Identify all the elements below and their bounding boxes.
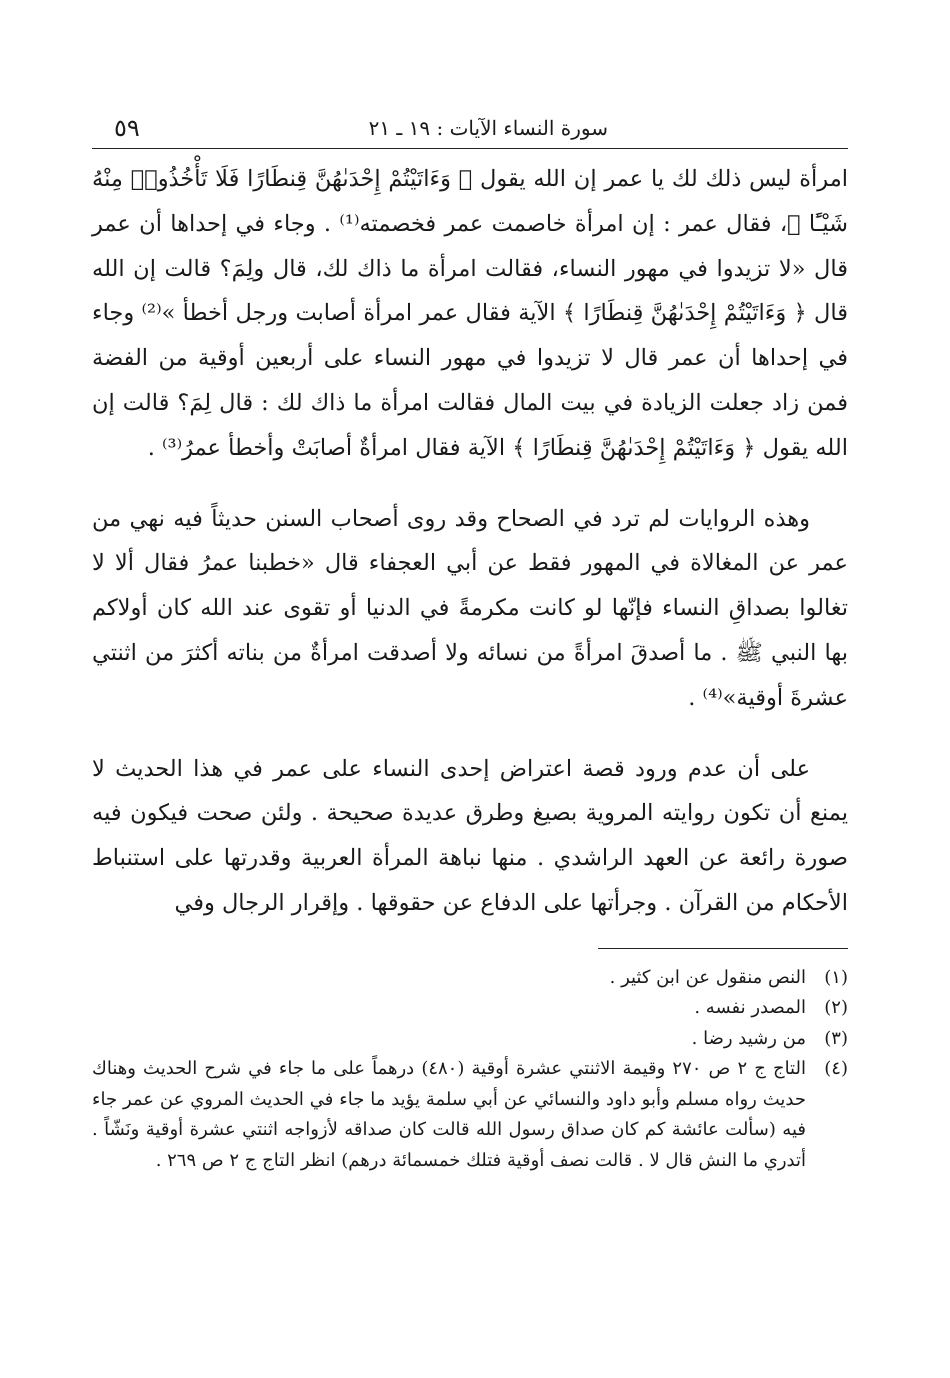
footnote-separator <box>598 948 848 949</box>
footnote-number: (٤) <box>824 1058 848 1080</box>
running-title: سورة النساء الآيات : ١٩ ـ ٢١ <box>368 116 608 140</box>
paragraph-2: وهذه الروايات لم ترد في الصحاح وقد روى أصحاب السنن حديثاً فيه نهي من عمر عن المغالاة في المهور فقط عن أبي العجفاء قال «خطبنا عمرُ فقال ألا لا تغالوا بصداقِ النساء فإنّها لو كانت مكرمةً في الدنيا أو تقوى عند الله كان أولاكم بها النبي ﷺ . ما أصدقَ امرأةً من نسائه ولا أصدقت امرأةٌ من بناته أكثرَ من اثنتي عشرةَ أوقية»⁽⁴⁾ . <box>92 505 848 711</box>
book-page <box>92 112 848 1176</box>
footnote-text: من رشيد رضا . <box>691 1027 806 1049</box>
paragraph-1: امرأة ليس ذلك لك يا عمر إن الله يقول ﴿ وَءَاتَيْتُمْ إِحْدَىٰهُنَّ قِنطَارًا فَلَا تَأْخُذُوا۟ مِنْهُ شَيْـًٔا ﴾، فقال عمر : إن امرأة خاصمت عمر فخصمته⁽¹⁾ . وجاء في إحداها أن عمر قال «لا تزيدوا في مهور النساء، فقالت امرأة ما ذاك لك، قال ولِمَ؟ قالت إن الله قال ﴿ وَءَاتَيْتُمْ إِحْدَىٰهُنَّ قِنطَارًا ﴾ الآية فقال عمر امرأة أصابت ورجل أخطأ »⁽²⁾ وجاء في إحداها أن عمر قال لا تزيدوا في مهور النساء على أربعين أوقية من الفضة فمن زاد جعلت الزيادة في بيت المال فقالت امرأة ما ذاك لك : قال لِمَ؟ قالت إن الله يقول ﴿ وَءَاتَيْتُمْ إِحْدَىٰهُنَّ قِنطَارًا ﴾ الآية فقال امرأةٌ أصابَتْ وأخطأ عمرُ⁽³⁾ . <box>92 166 848 461</box>
main-text <box>92 157 848 926</box>
footnote-text: النص منقول عن ابن كثير . <box>609 966 806 988</box>
footnote-3 <box>92 1024 848 1055</box>
page-number: ٥٩ <box>114 114 140 142</box>
footnotes <box>92 963 848 1177</box>
footnote-4 <box>92 1054 848 1176</box>
page-header <box>92 112 848 149</box>
footnote-number: (٢) <box>824 997 848 1019</box>
footnote-1 <box>92 963 848 994</box>
paragraph-3: على أن عدم ورود قصة اعتراض إحدى النساء على عمر في هذا الحديث لا يمنع أن تكون روايته المروية بصيغ وطرق عديدة صحيحة . ولئن صحت فيكون فيه صورة رائعة عن العهد الراشدي . منها نباهة المرأة العربية وقدرتها على استنباط الأحكام من القرآن . وجرأتها على الدفاع عن حقوقها . وإقرار الرجال وفي <box>92 755 848 916</box>
footnote-number: (١) <box>824 966 848 988</box>
footnote-2 <box>92 993 848 1024</box>
footnote-number: (٣) <box>824 1027 848 1049</box>
footnote-text: المصدر نفسه . <box>694 997 806 1019</box>
footnote-text: التاج ج ٢ ص ٢٧٠ وقيمة الاثنتي عشرة أوقية (٤٨٠) درهماً على ما جاء في شرح الحديث وهناك حديث رواه مسلم وأبو داود والنسائي عن أبي سلمة يؤيد ما جاء في الحديث المروي عن عمر جاء فيه (سألت عائشة كم كان صداق رسول الله قالت كان صداقه لأزواجه اثنتي عشرة أوقية ونَشّاً . أتدري ما النش قال لا . قالت نصف أوقية فتلك خمسمائة درهم) انظر التاج ج ٢ ص ٢٦٩ . <box>92 1058 806 1171</box>
